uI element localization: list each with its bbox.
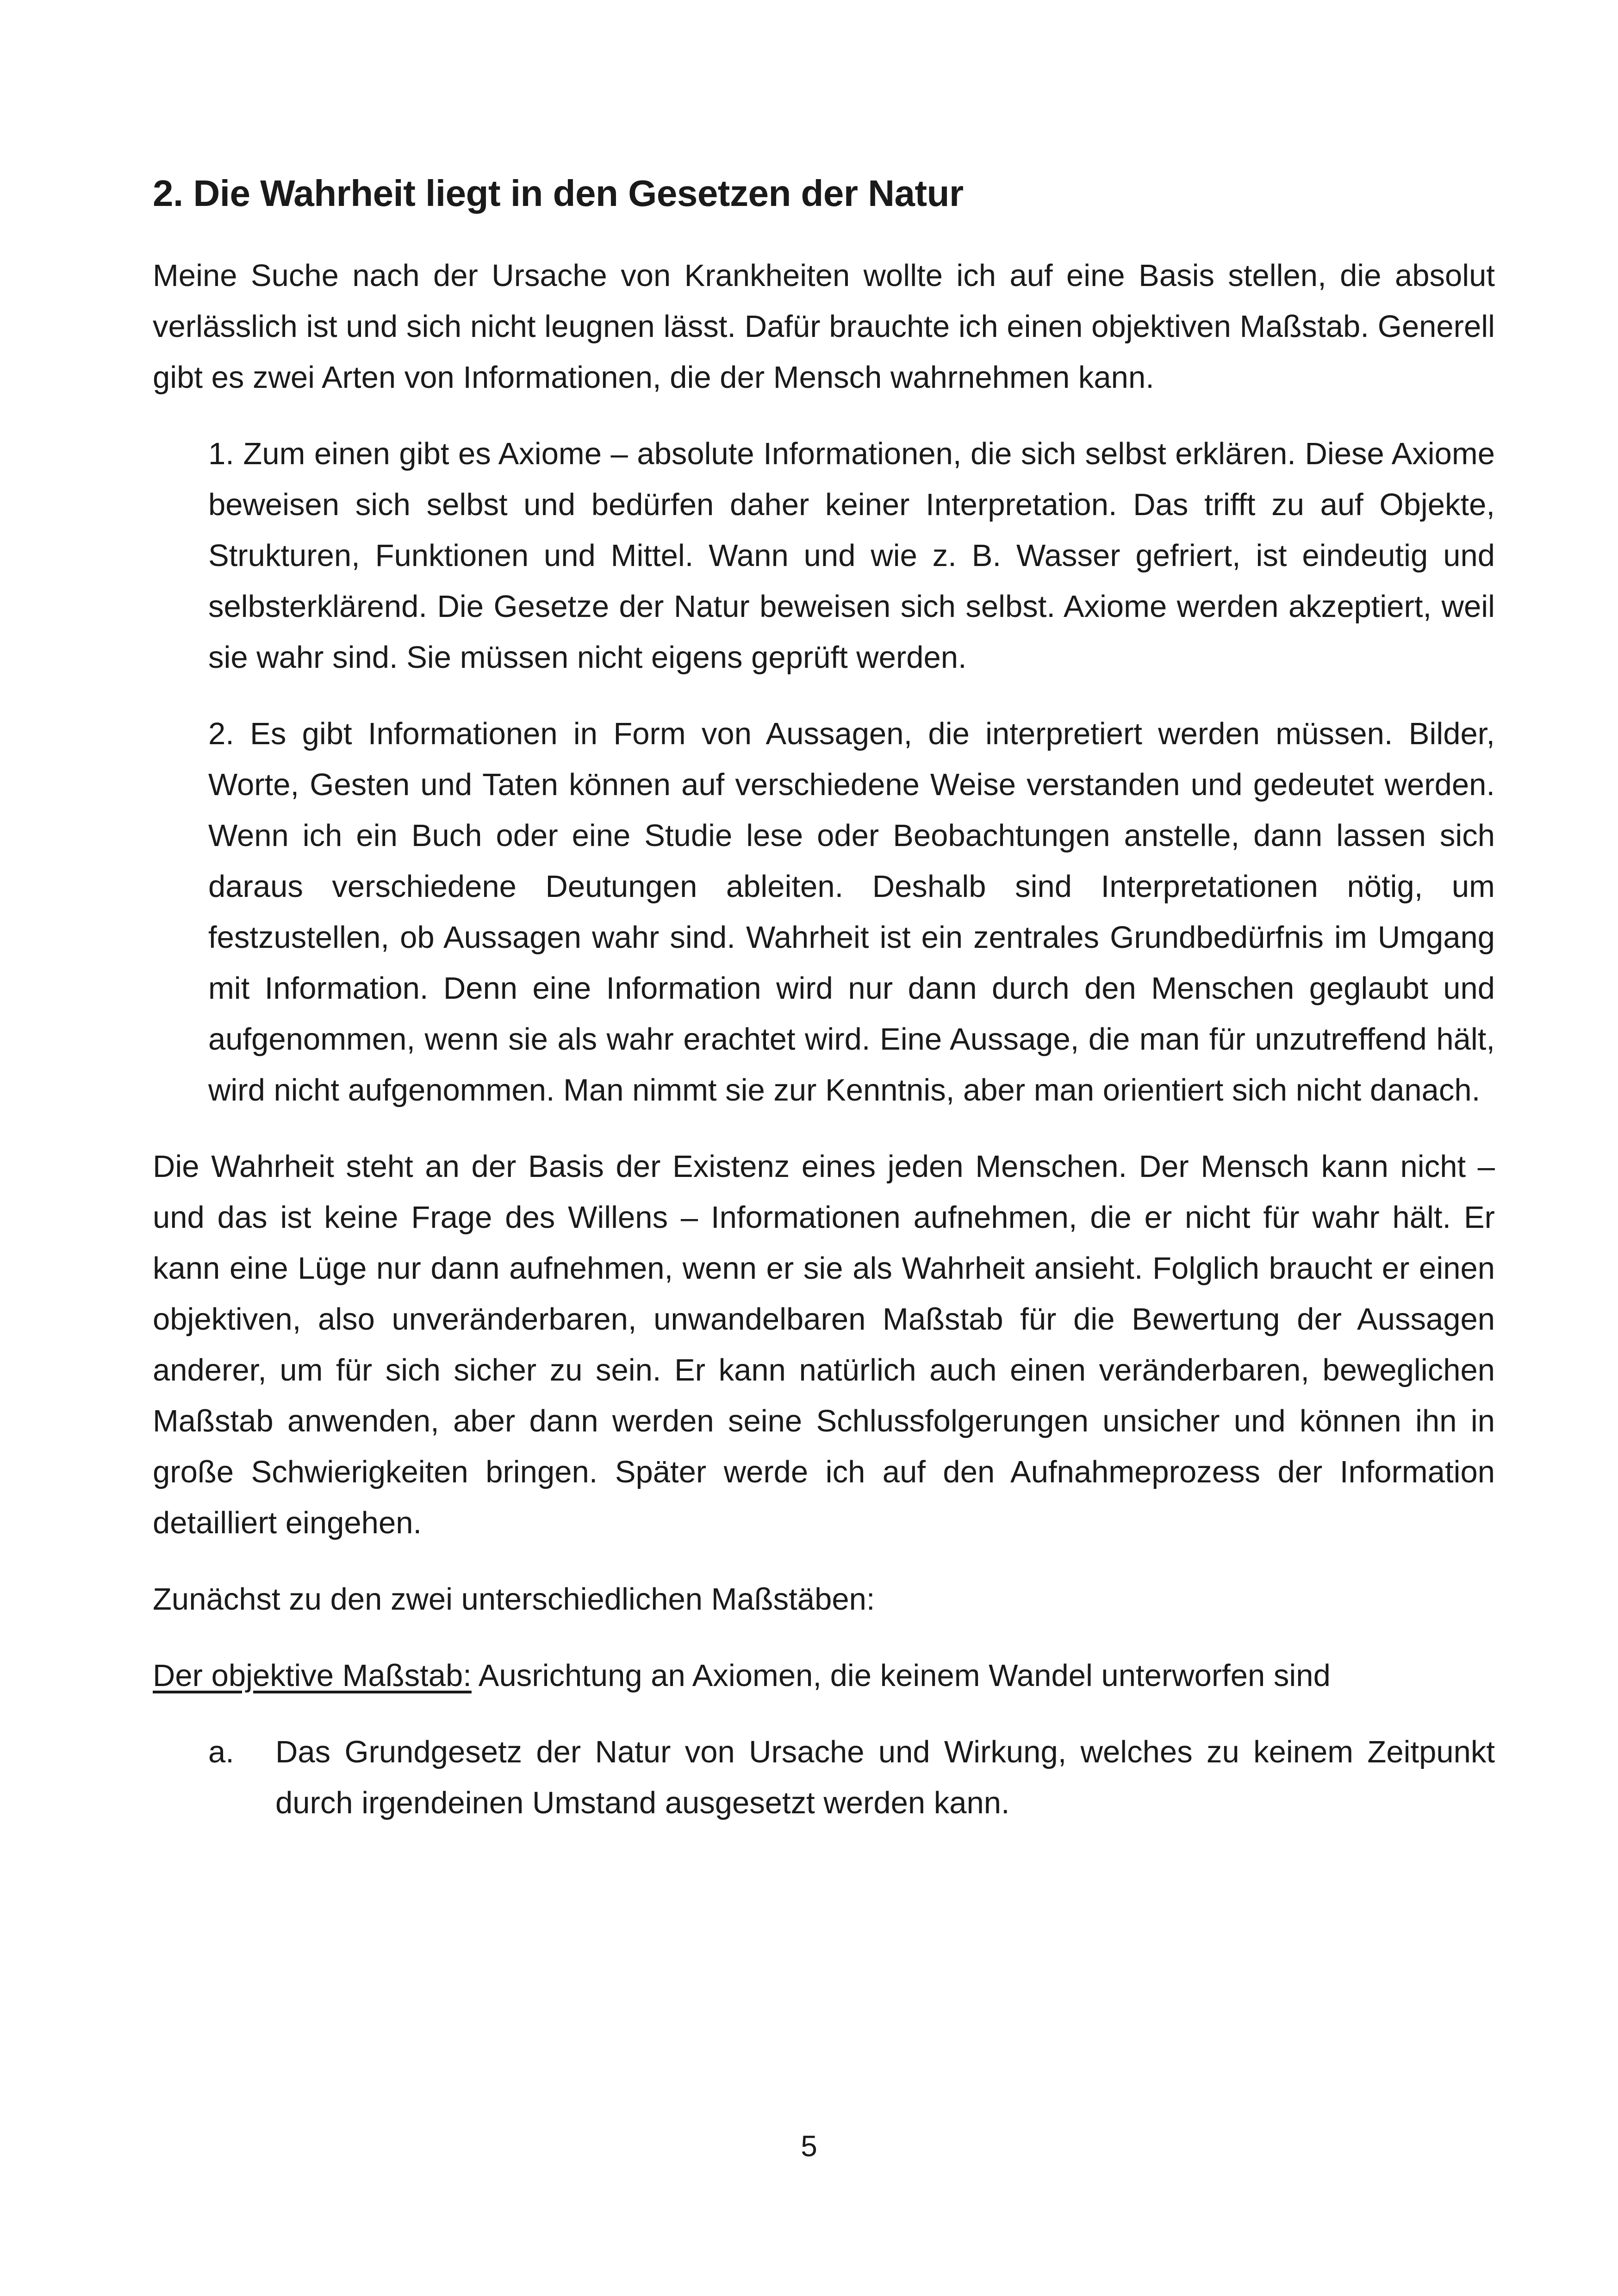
- objective-standard-text: Ausrichtung an Axiomen, die keinem Wandel unterworfen sind: [471, 1658, 1331, 1693]
- list-marker-a: a.: [208, 1735, 234, 1769]
- numbered-point-2: 2. Es gibt Informationen in Form von Aussagen, die interpretiert werden müssen. Bilder, Worte, Gesten und Taten können auf verschiedene Weise verstanden und gedeutet werden. Wenn ich ein Buch oder eine Studie lese oder Beobachtungen anstelle, dann lassen sich daraus verschiedene Deutungen ableiten. Deshalb sind Interpretationen nötig, um festzustellen, ob Aussagen wahr sind. Wahrheit ist ein zentrales Grundbedürfnis im Umgang mit Information. Denn eine Information wird nur dann durch den Menschen geglaubt und aufgenommen, wenn sie als wahr erachtet wird. Eine Aussage, die man für unzutreffend hält, wird nicht aufgenommen. Man nimmt sie zur Kenntnis, aber man orientiert sich nicht danach.: [208, 716, 1495, 1108]
- intro-paragraph: Meine Suche nach der Ursache von Krankheiten wollte ich auf eine Basis stellen, die absolut verlässlich ist und sich nicht leugnen lässt. Dafür brauchte ich einen objektiven Maßstab. Generell gibt es zwei Arten von Informationen, die der Mensch wahrnehmen kann.: [153, 258, 1495, 395]
- numbered-point-1: 1. Zum einen gibt es Axiome – absolute Informationen, die sich selbst erklären. Diese Axiome beweisen sich selbst und bedürfen daher keiner Interpretation. Das trifft zu auf Objekte, Strukturen, Funktionen und Mittel. Wann und wie z. B. Wasser gefriert, ist eindeutig und selbsterklärend. Die Gesetze der Natur beweisen sich selbst. Axiome werden akzeptiert, weil sie wahr sind. Sie müssen nicht eigens geprüft werden.: [208, 436, 1495, 675]
- page-number: 5: [801, 2129, 817, 2163]
- page-content: [153, 171, 1495, 1829]
- truth-paragraph: Die Wahrheit steht an der Basis der Existenz eines jeden Menschen. Der Mensch kann nicht – und das ist keine Frage des Willens – Informationen aufnehmen, die er nicht für wahr hält. Er kann eine Lüge nur dann aufnehmen, wenn er sie als Wahrheit ansieht. Folglich braucht er einen objektiven, also unveränderbaren, unwandelbaren Maßstab für die Bewertung der Aussagen anderer, um für sich sicher zu sein. Er kann natürlich auch einen veränderbaren, beweglichen Maßstab anwenden, aber dann werden seine Schlussfolgerungen unsicher und können ihn in große Schwierigkeiten bringen. Später werde ich auf den Aufnahmeprozess der Information detailliert eingehen.: [153, 1149, 1495, 1540]
- objective-standard-line: [153, 1650, 1495, 1701]
- list-item-a: [153, 1727, 1495, 1829]
- objective-standard-label: Der objektive Maßstab:: [153, 1658, 472, 1693]
- section-heading: 2. Die Wahrheit liegt in den Gesetzen der Natur: [153, 173, 964, 214]
- list-item-a-text: Das Grundgesetz der Natur von Ursache und Wirkung, welches zu keinem Zeitpunkt durch irgendeinen Umstand ausgesetzt werden kann.: [275, 1735, 1495, 1820]
- next-paragraph: Zunächst zu den zwei unterschiedlichen Maßstäben:: [153, 1582, 875, 1617]
